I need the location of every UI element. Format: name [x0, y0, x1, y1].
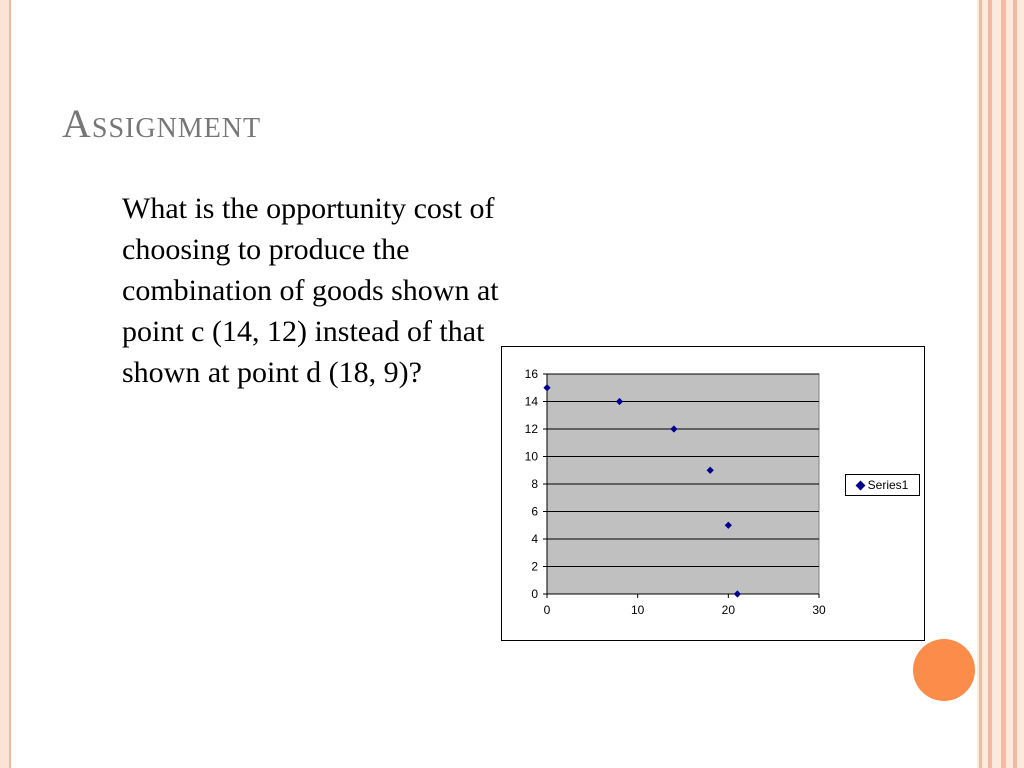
y-tick-label-6: 12	[524, 422, 538, 436]
x-tick-label-0: 0	[543, 603, 551, 617]
slide-left-border	[0, 0, 11, 768]
legend-marker-icon	[855, 480, 865, 490]
legend-label-series1: Series1	[867, 478, 909, 492]
scatter-chart	[501, 346, 925, 641]
slide-title: Assignment	[62, 101, 262, 146]
y-tick-label-5: 10	[524, 449, 538, 464]
y-tick-label-4: 8	[531, 477, 538, 491]
decorative-orange-circle	[913, 639, 975, 701]
chart-legend	[845, 474, 920, 496]
x-tick-label-1: 10	[630, 603, 645, 617]
y-tick-label-3: 6	[531, 504, 538, 519]
slide-body-text: What is the opportunity cost of choosing to produce the combination of goods shown at point c (14, 12) instead of that shown at point d (18, 9)?	[122, 192, 499, 389]
y-tick-label-8: 16	[524, 367, 538, 381]
y-tick-label-1: 2	[531, 559, 538, 574]
y-tick-label-0: 0	[531, 587, 538, 601]
x-tick-label-2: 20	[721, 603, 736, 617]
y-tick-label-2: 4	[531, 532, 538, 546]
x-tick-label-3: 30	[812, 603, 826, 617]
slide-right-border	[977, 0, 1024, 768]
y-tick-label-7: 14	[524, 394, 538, 409]
